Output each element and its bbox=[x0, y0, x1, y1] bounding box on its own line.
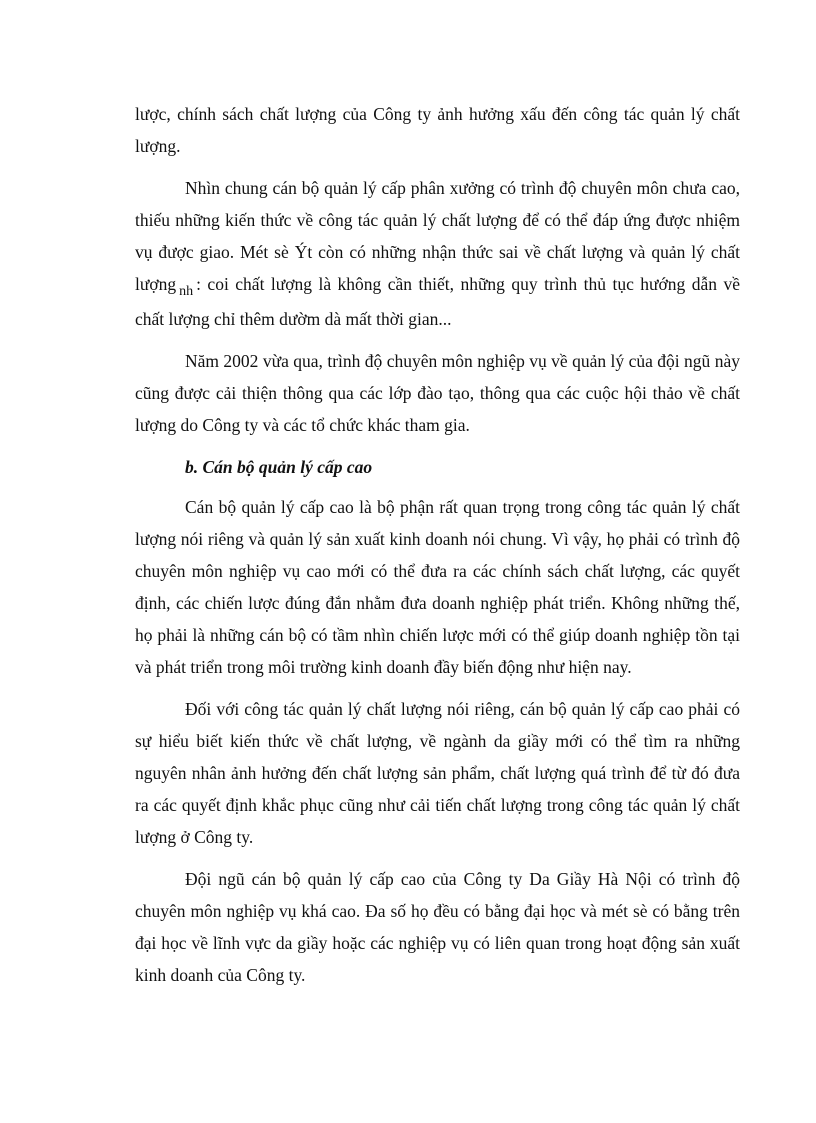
subscript-fragment: nh bbox=[179, 284, 194, 299]
document-body bbox=[135, 98, 740, 1001]
paragraph-quality-knowledge: Đối với công tác quản lý chất lượng nói riêng, cán bộ quản lý cấp cao phải có sự hiểu biết kiến thức về chất lượng, về ngành da giầy mới có thể tìm ra những nguyên nhân ảnh hưởng đến chất lượng sản phẩm, chất lượng quá trình để từ đó đưa ra các quyết định khắc phục cũng như cải tiến chất lượng trong công tác quản lý chất lượng ở Công ty. bbox=[135, 699, 740, 847]
paragraph-text: : coi chất lượng là không cần thiết, những quy trình thủ tục hướng dẫn về chất lượng chỉ thêm dườm dà mất thời gian... bbox=[135, 274, 740, 329]
paragraph-continuation: lược, chính sách chất lượng của Công ty ảnh hưởng xấu đến công tác quản lý chất lượng. bbox=[135, 104, 740, 156]
paragraph-training-2002: Năm 2002 vừa qua, trình độ chuyên môn nghiệp vụ về quản lý của đội ngũ này cũng được cải thiện thông qua các lớp đào tạo, thông qua các cuộc hội thảo về chất lượng do Công ty và các tổ chức khác tham gia. bbox=[135, 351, 740, 435]
paragraph-text: Nhìn chung cán bộ quản lý cấp phân xưởng có trình độ chuyên môn chưa cao, thiếu những kiến thức về công tác quản lý chất lượng để có thể đáp ứng được nhiệm vụ được giao. Mét sè Ýt còn có những nhận thức sai về chất lượng và quản lý chất lượng bbox=[135, 178, 740, 294]
paragraph-team-qualifications: Đội ngũ cán bộ quản lý cấp cao của Công ty Da Giầy Hà Nội có trình độ chuyên môn nghiệp vụ khá cao. Đa số họ đều có bằng đại học và mét sè có bằng trên đại học về lĩnh vực da giầy hoặc các nghiệp vụ có liên quan trong hoạt động sản xuất kinh doanh của Công ty. bbox=[135, 869, 740, 985]
section-heading: b. Cán bộ quản lý cấp cao bbox=[185, 457, 373, 477]
paragraph-senior-managers: Cán bộ quản lý cấp cao là bộ phận rất quan trọng trong công tác quản lý chất lượng nói riêng và quản lý sản xuất kinh doanh nói chung. Vì vậy, họ phải có trình độ chuyên môn nghiệp vụ cao mới có thể đưa ra các chính sách chất lượng, các quyết định, các chiến lược đúng đắn nhằm đưa doanh nghiệp phát triển. Không những thế, họ phải là những cán bộ có tầm nhìn chiến lược mới có thể giúp doanh nghiệp tồn tại và phát triển trong môi trường kinh doanh đầy biến động như hiện nay. bbox=[135, 497, 740, 677]
paragraph-workshop-managers bbox=[135, 172, 740, 335]
